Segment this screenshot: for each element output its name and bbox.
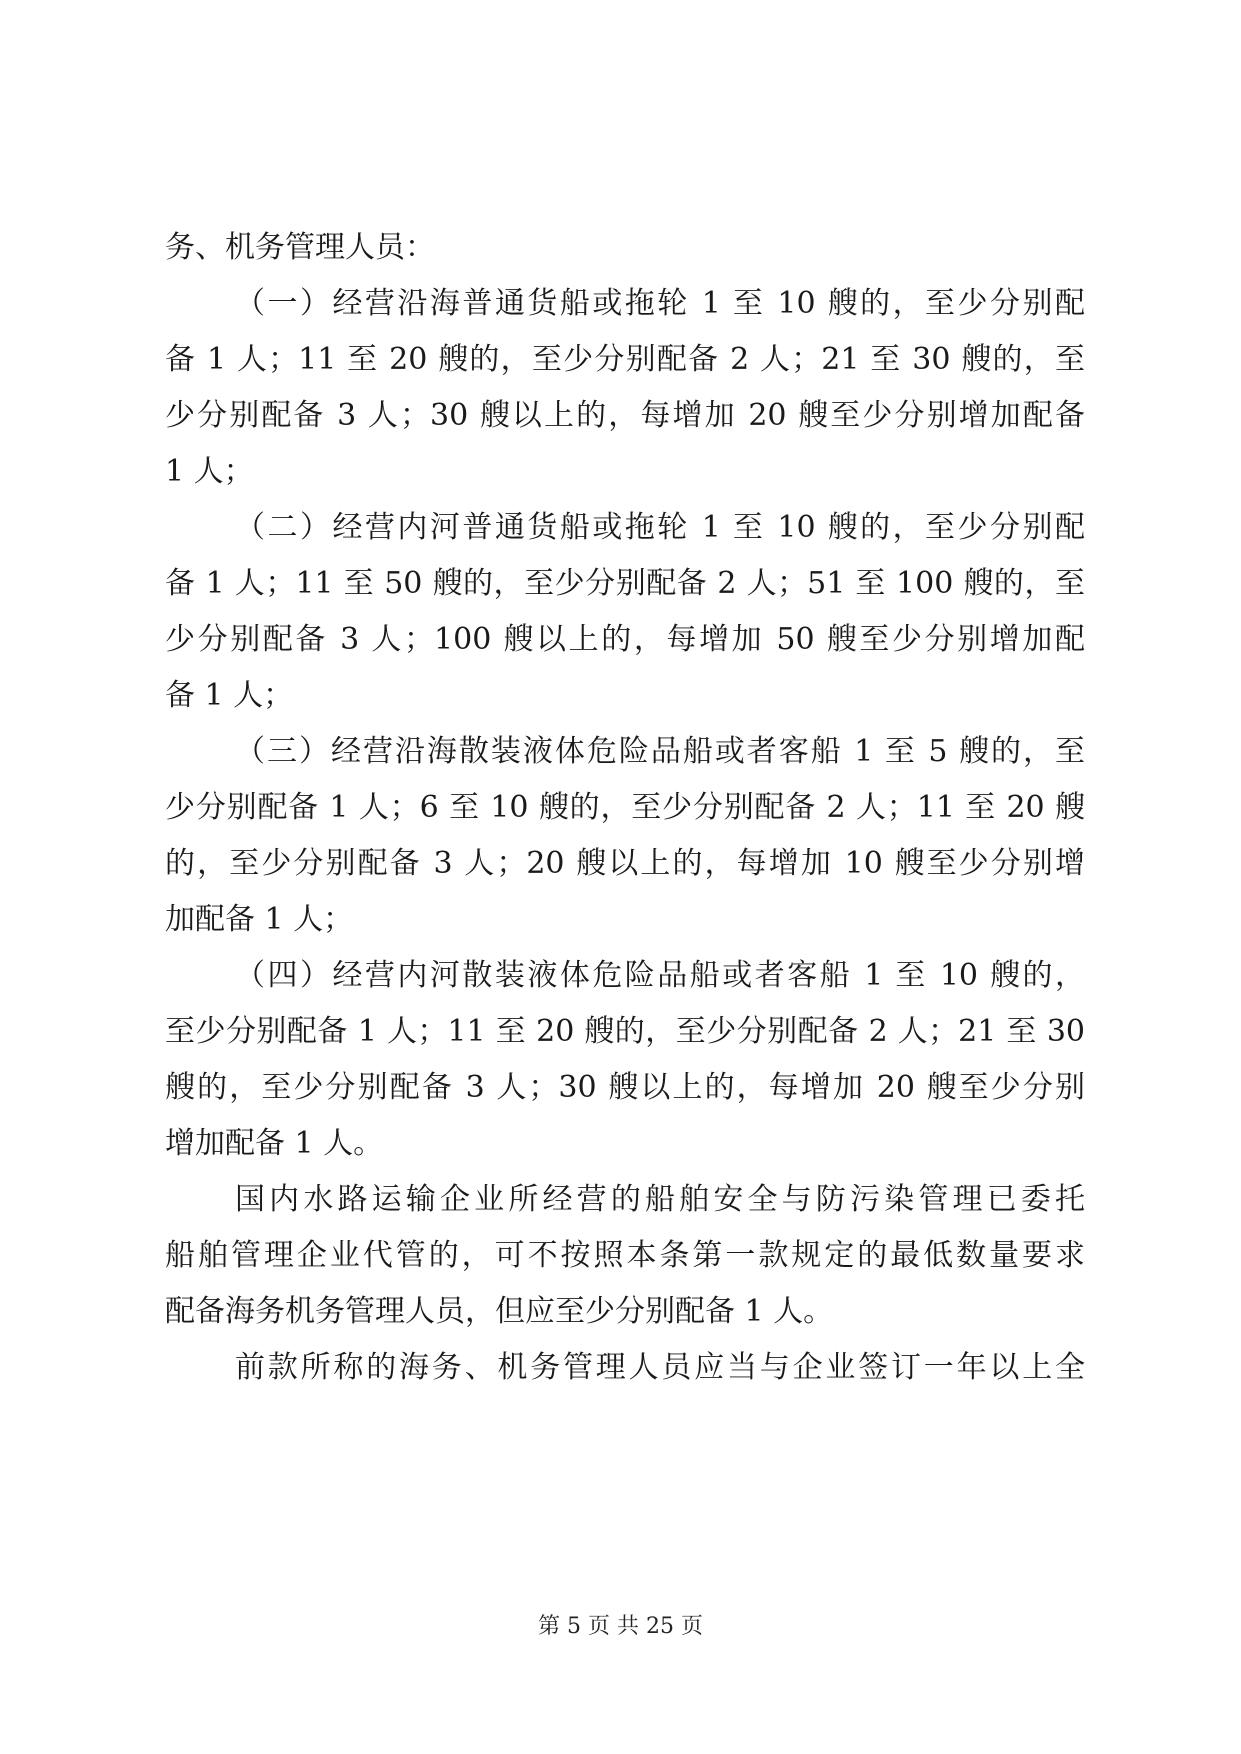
text-line: 加配备 1 人；: [165, 902, 354, 937]
text-line: 1 人；: [165, 454, 254, 489]
text-line: 增加配备 1 人。: [165, 1126, 384, 1161]
text-line: （二）经营内河普通货船或拖轮 1 至 10 艘的，至少分别配: [235, 510, 1085, 545]
text-line: 的，至少分别配备 3 人；20 艘以上的，每增加 10 艘至少分别增: [165, 846, 1085, 881]
text-line: 务、机务管理人员：: [165, 230, 435, 265]
text-line: 备 1 人；: [165, 678, 294, 713]
text-line: 少分别配备 3 人；100 艘以上的，每增加 50 艘至少分别增加配: [165, 622, 1085, 657]
text-line: 前款所称的海务、机务管理人员应当与企业签订一年以上全: [235, 1350, 1085, 1385]
text-line: （四）经营内河散装液体危险品船或者客船 1 至 10 艘的，: [235, 958, 1085, 993]
page-footer: 第 5 页 共 25 页: [538, 1614, 703, 1639]
text-line: （一）经营沿海普通货船或拖轮 1 至 10 艘的，至少分别配: [235, 286, 1085, 321]
text-line: 少分别配备 1 人；6 至 10 艘的，至少分别配备 2 人；11 至 20 艘: [165, 790, 1085, 825]
text-line: 至少分别配备 1 人；11 至 20 艘的，至少分别配备 2 人；21 至 30: [165, 1014, 1085, 1049]
text-line: 船舶管理企业代管的，可不按照本条第一款规定的最低数量要求: [165, 1238, 1085, 1273]
text-line: 备 1 人；11 至 20 艘的，至少分别配备 2 人；21 至 30 艘的，至: [165, 342, 1085, 377]
text-line: （三）经营沿海散装液体危险品船或者客船 1 至 5 艘的，至: [235, 734, 1085, 769]
text-line: 国内水路运输企业所经营的船舶安全与防污染管理已委托: [235, 1182, 1085, 1217]
text-line: 少分别配备 3 人；30 艘以上的，每增加 20 艘至少分别增加配备: [165, 398, 1085, 433]
text-line: 配备海务机务管理人员，但应至少分别配备 1 人。: [165, 1294, 834, 1329]
text-line: 备 1 人；11 至 50 艘的，至少分别配备 2 人；51 至 100 艘的，至: [165, 566, 1085, 601]
text-line: 艘的，至少分别配备 3 人；30 艘以上的，每增加 20 艘至少分别: [165, 1070, 1085, 1105]
